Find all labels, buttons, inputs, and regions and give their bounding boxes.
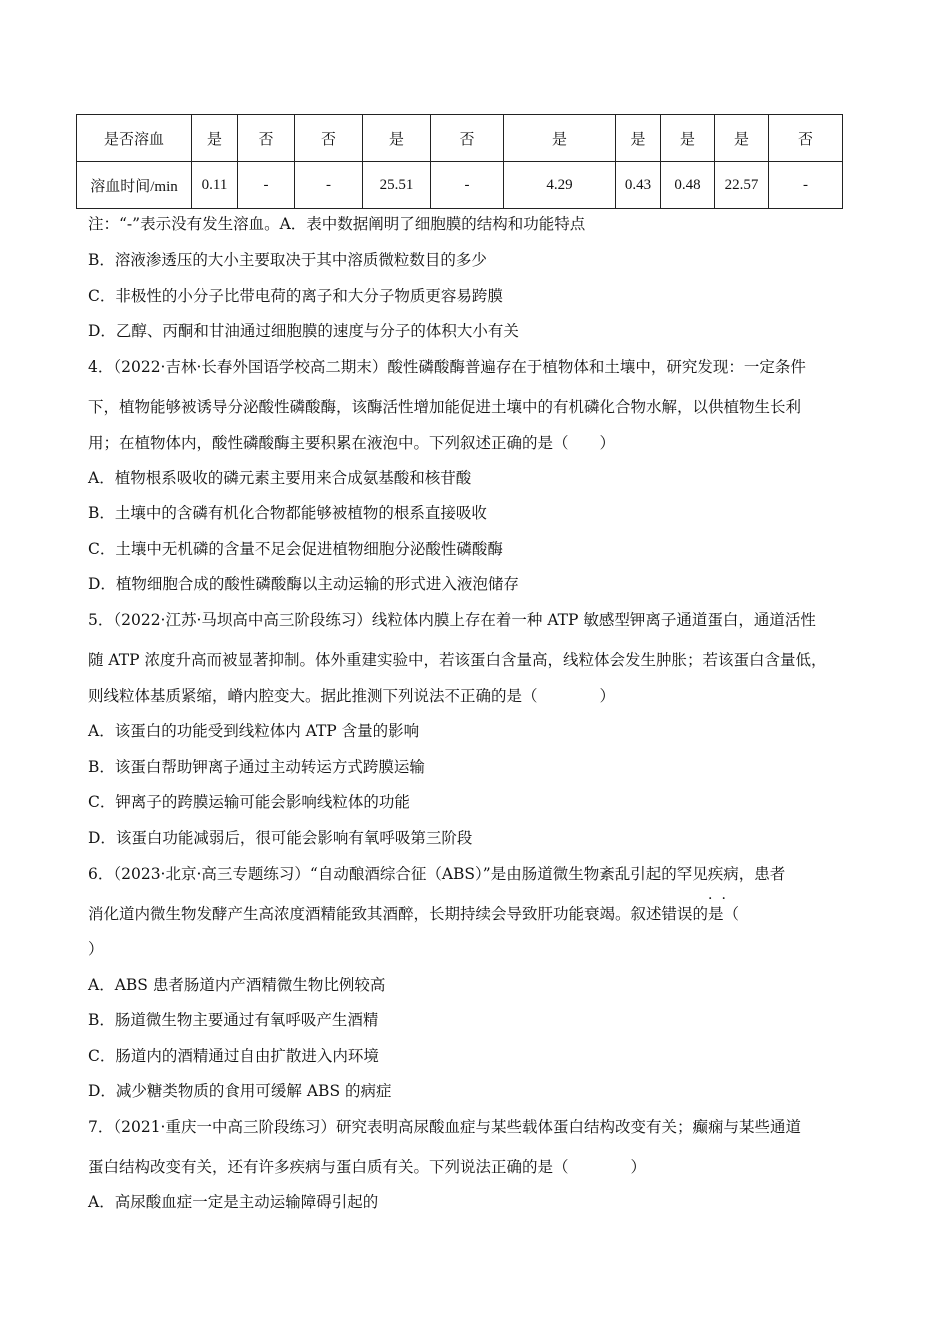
q4-stem-line1: 4．（2022·吉林·长春外国语学校高二期末）酸性磷酸酶普遍存在于植物体和土壤中，研究发现：一定条件	[88, 358, 806, 376]
table-cell: 是	[715, 115, 769, 162]
q7-stem-line2: 蛋白结构改变有关，还有许多疾病与蛋白质有关。下列说法正确的是（ ）	[88, 1158, 647, 1176]
q6-stem-line2: 消化道内微生物发酵产生高浓度酒精能致其酒醉，长期持续会导致肝功能衰竭。叙述错误的是（	[88, 905, 740, 923]
table-cell: 否	[431, 115, 504, 162]
q6-option-b: B．肠道微生物主要通过有氧呼吸产生酒精	[88, 1011, 379, 1029]
table-cell: 0.43	[616, 162, 661, 209]
table-cell: -	[431, 162, 504, 209]
table-cell: 是	[661, 115, 715, 162]
q6-option-c: C．肠道内的酒精通过自由扩散进入内环境	[88, 1047, 379, 1065]
row-header: 是否溶血	[77, 115, 192, 162]
table-cell: 是	[504, 115, 616, 162]
emphasis-dots: ··	[708, 891, 735, 907]
q3-option-d: D．乙醇、丙酮和甘油通过细胞膜的速度与分子的体积大小有关	[88, 322, 519, 340]
table-cell: 是	[192, 115, 238, 162]
table-row-time	[77, 162, 843, 209]
table-cell: -	[295, 162, 363, 209]
table-cell: 0.48	[661, 162, 715, 209]
q5-stem-line1: 5．（2022·江苏·马坝高中高三阶段练习）线粒体内膜上存在着一种 ATP 敏感型钾离子通道蛋白，通道活性	[88, 611, 816, 629]
table-cell: 否	[295, 115, 363, 162]
table-cell: 4.29	[504, 162, 616, 209]
hemolysis-table	[76, 114, 843, 209]
q6-option-d: D．减少糖类物质的食用可缓解 ABS 的病症	[88, 1082, 392, 1100]
q6-stem-line3: ）	[88, 940, 104, 958]
row-header: 溶血时间/min	[77, 162, 192, 209]
table-cell: 否	[238, 115, 295, 162]
q4-stem-line3: 用；在植物体内，酸性磷酸酶主要积累在液泡中。下列叙述正确的是（ ）	[88, 434, 616, 452]
q5-option-d: D．该蛋白功能减弱后，很可能会影响有氧呼吸第三阶段	[88, 829, 473, 847]
q5-option-c: C．钾离子的跨膜运输可能会影响线粒体的功能	[88, 793, 410, 811]
q3-option-c: C．非极性的小分子比带电荷的离子和大分子物质更容易跨膜	[88, 287, 503, 305]
q4-option-b: B．土壤中的含磷有机化合物都能够被植物的根系直接吸收	[88, 504, 487, 522]
table-cell: 25.51	[363, 162, 431, 209]
q6-option-a: A．ABS 患者肠道内产酒精微生物比例较高	[88, 976, 386, 994]
q5-stem-line2: 随 ATP 浓度升高而被显著抑制。体外重建实验中，若该蛋白含量高，线粒体会发生肿胀；若该蛋白含量低，	[88, 651, 827, 669]
q4-option-d: D．植物细胞合成的酸性磷酸酶以主动运输的形式进入液泡储存	[88, 575, 519, 593]
q5-option-a: A．该蛋白的功能受到线粒体内 ATP 含量的影响	[88, 722, 420, 740]
q6-stem-line1: 6．（2023·北京·高三专题练习）“自动酿酒综合征（ABS）”是由肠道微生物紊乱引起的罕见疾病，患者	[88, 865, 786, 883]
q7-stem-line1: 7．（2021·重庆一中高三阶段练习）研究表明高尿酸血症与某些载体蛋白结构改变有关；癫痫与某些通道	[88, 1118, 801, 1136]
q5-option-b: B．该蛋白帮助钾离子通过主动转运方式跨膜运输	[88, 758, 425, 776]
q5-stem-line3: 则线粒体基质紧缩，嵴内腔变大。据此推测下列说法不正确的是（ ）	[88, 687, 616, 705]
table-cell: -	[238, 162, 295, 209]
table-row-hemolysis	[77, 115, 843, 162]
q3-option-b: B．溶液渗透压的大小主要取决于其中溶质微粒数目的多少	[88, 251, 487, 269]
table-cell: 22.57	[715, 162, 769, 209]
q7-option-a: A．高尿酸血症一定是主动运输障碍引起的	[88, 1193, 379, 1211]
q4-option-a: A．植物根系吸收的磷元素主要用来合成氨基酸和核苷酸	[88, 469, 472, 487]
q4-option-c: C．土壤中无机磷的含量不足会促进植物细胞分泌酸性磷酸酶	[88, 540, 503, 558]
q4-stem-line2: 下，植物能够被诱导分泌酸性磷酸酶，该酶活性增加能促进土壤中的有机磷化合物水解，以供植物生长利	[88, 398, 802, 416]
table-cell: -	[769, 162, 843, 209]
table-cell: 是	[616, 115, 661, 162]
table-cell: 0.11	[192, 162, 238, 209]
table-cell: 是	[363, 115, 431, 162]
table-cell: 否	[769, 115, 843, 162]
table-note: 注：“-”表示没有发生溶血。A．表中数据阐明了细胞膜的结构和功能特点	[88, 215, 586, 233]
